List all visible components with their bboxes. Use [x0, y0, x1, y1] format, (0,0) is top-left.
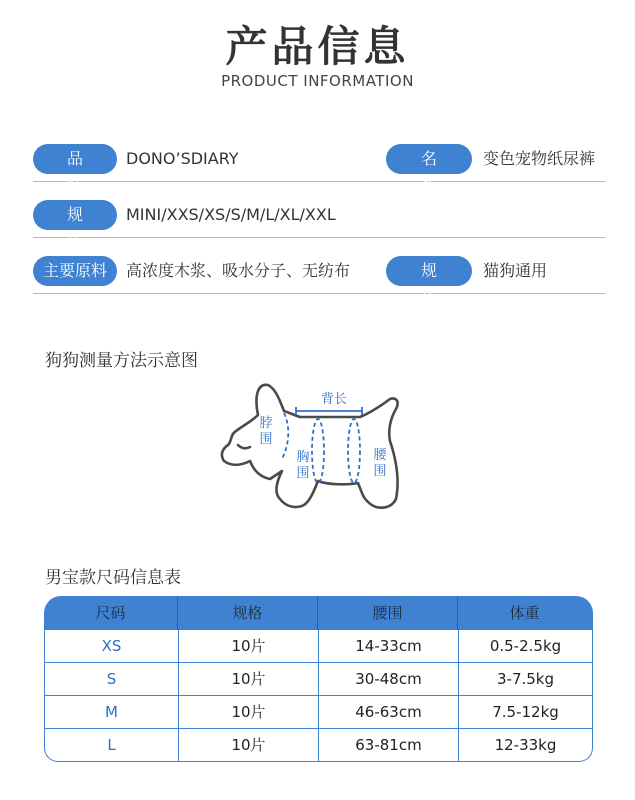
- weight-cell: 12-33kg: [494, 736, 557, 754]
- name-label: 名 称: [386, 144, 472, 174]
- column-header-waist: 腰围: [318, 596, 458, 630]
- info-row-brand: [33, 138, 605, 198]
- column-header-weight: 体重: [509, 604, 540, 622]
- waist-cell: 14-33cm: [319, 630, 459, 662]
- dog-measurement-diagram: [210, 375, 420, 515]
- usage-label: 规 格: [386, 256, 472, 286]
- brand-label: 品 牌: [33, 144, 117, 174]
- spec-cell: 10片: [179, 663, 319, 695]
- weight-cell: 0.5-2.5kg: [489, 637, 562, 655]
- usage-value: 猫狗通用: [483, 261, 548, 280]
- waist-cell: 63-81cm: [319, 729, 459, 761]
- waist-label-1: 腰: [373, 448, 387, 463]
- size-table: [44, 596, 593, 762]
- diagram-heading: 狗狗测量方法示意图: [45, 351, 198, 371]
- back-length-label: 背长: [320, 392, 348, 407]
- size-cell: S: [45, 663, 179, 695]
- page-subtitle: PRODUCT INFORMATION: [221, 72, 414, 90]
- weight-cell: 3-7.5kg: [496, 670, 555, 688]
- material-value: 高浓度木浆、吸水分子、无纺布: [126, 261, 351, 280]
- weight-cell: 7.5-12kg: [492, 703, 559, 721]
- waist-label-2: 围: [373, 464, 387, 479]
- table-header-row: [44, 596, 593, 630]
- brand-value: DONO’SDIARY: [126, 149, 239, 168]
- info-row-spec: [33, 194, 605, 254]
- neck-label-1: 脖: [259, 416, 273, 431]
- chest-label-1: 胸: [296, 450, 310, 465]
- spec-cell: 10片: [179, 630, 319, 662]
- spec-value: MINI/XXS/XS/S/M/L/XL/XXL: [126, 205, 336, 224]
- chest-label-2: 围: [296, 466, 310, 481]
- size-cell: XS: [45, 630, 179, 662]
- spec-cell: 10片: [179, 696, 319, 728]
- neck-label-2: 围: [259, 432, 273, 447]
- info-row-material: [33, 250, 605, 310]
- dog-outline-icon: [222, 385, 398, 508]
- name-value: 变色宠物纸尿裤: [483, 149, 596, 168]
- table-row: [44, 696, 593, 729]
- table-heading: 男宝款尺码信息表: [45, 568, 181, 588]
- table-row: [44, 630, 593, 663]
- size-cell: L: [45, 729, 179, 761]
- page-title: 产品信息: [225, 22, 410, 71]
- size-cell: M: [45, 696, 179, 728]
- column-header-spec: 规格: [178, 596, 318, 630]
- measure-lines: [282, 407, 362, 483]
- table-row: [44, 663, 593, 696]
- spec-label: 规 格: [33, 200, 117, 230]
- material-label: 主要原料: [33, 256, 117, 286]
- column-header-size: 尺码: [44, 596, 178, 630]
- waist-cell: 30-48cm: [319, 663, 459, 695]
- table-row: [44, 729, 593, 762]
- waist-cell: 46-63cm: [319, 696, 459, 728]
- spec-cell: 10片: [179, 729, 319, 761]
